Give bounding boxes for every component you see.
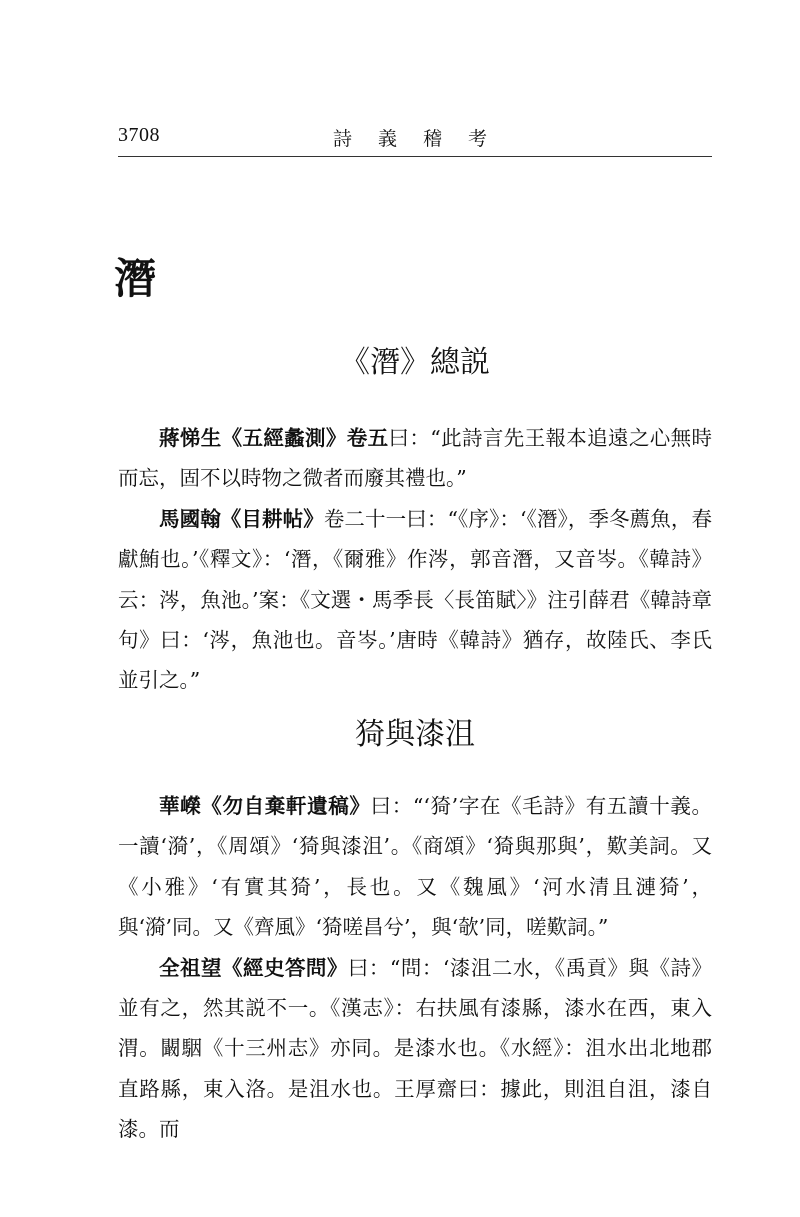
subheading-overview: 《潛》總説 (340, 345, 490, 380)
paragraph-text: 曰：“‘猗’字在《毛詩》有五讀十義。一讀‘漪’，《周頌》‘猗與漆沮’。《商頌》‘猗與那與’，歎美詞。又《小雅》‘有實其猗’，長也。又《魏風》‘河水清且漣猗’，與‘漪’同。又《齊風》‘猗嗟昌兮’，與‘欹’同，嗟歎詞。” (118, 794, 713, 940)
overview-body (118, 418, 712, 701)
header-rule (118, 156, 712, 157)
paragraph (118, 786, 712, 948)
paragraph (118, 418, 712, 499)
author-citation: 馬國翰《目耕帖》 (159, 506, 324, 531)
paragraph-text: 曰：“問：‘漆沮二水，《禹貢》與《詩》並有之，然其説不一。《漢志》：右扶風有漆縣，漆水在西，東入渭。闞駰《十三州志》亦同。是漆水也。《水經》：沮水出北地郡直路縣，東入洛。是沮水也。王厚齋曰：據此，則沮自沮，漆自漆。而 (118, 955, 713, 1142)
paragraph (118, 948, 712, 1150)
yiyu-body (118, 786, 712, 1150)
paragraph-text: 卷二十一曰：“《序》：‘《潛》，季冬薦魚，春獻鮪也。’《釋文》：‘潛，《爾雅》作涔，郭音潛，又音岑。《韓詩》云：涔，魚池。’案：《文選・馬季長〈長笛賦〉》注引薛君《韓詩章句》曰：‘涔，魚池也。音岑。’唐時《韓詩》猶存，故陸氏、李氏並引之。” (118, 506, 712, 693)
section-heading: 潛 (114, 254, 157, 303)
paragraph-text: 曰：“此詩言先王報本追遠之心無時而忘，固不以時物之微者而廢其禮也。” (118, 426, 713, 491)
author-citation: 全祖望《經史答問》 (159, 955, 348, 980)
page-number: 3708 (118, 124, 160, 146)
paragraph (118, 499, 712, 701)
running-title: 詩 義 稽 考 (332, 128, 498, 150)
author-citation: 蔣悌生《五經蠡測》卷五 (159, 426, 389, 450)
author-citation: 華嶸《勿自棄軒遺稿》 (159, 794, 371, 818)
running-header (118, 124, 712, 154)
subheading-yiyu-qiju: 猗與漆沮 (355, 717, 475, 752)
